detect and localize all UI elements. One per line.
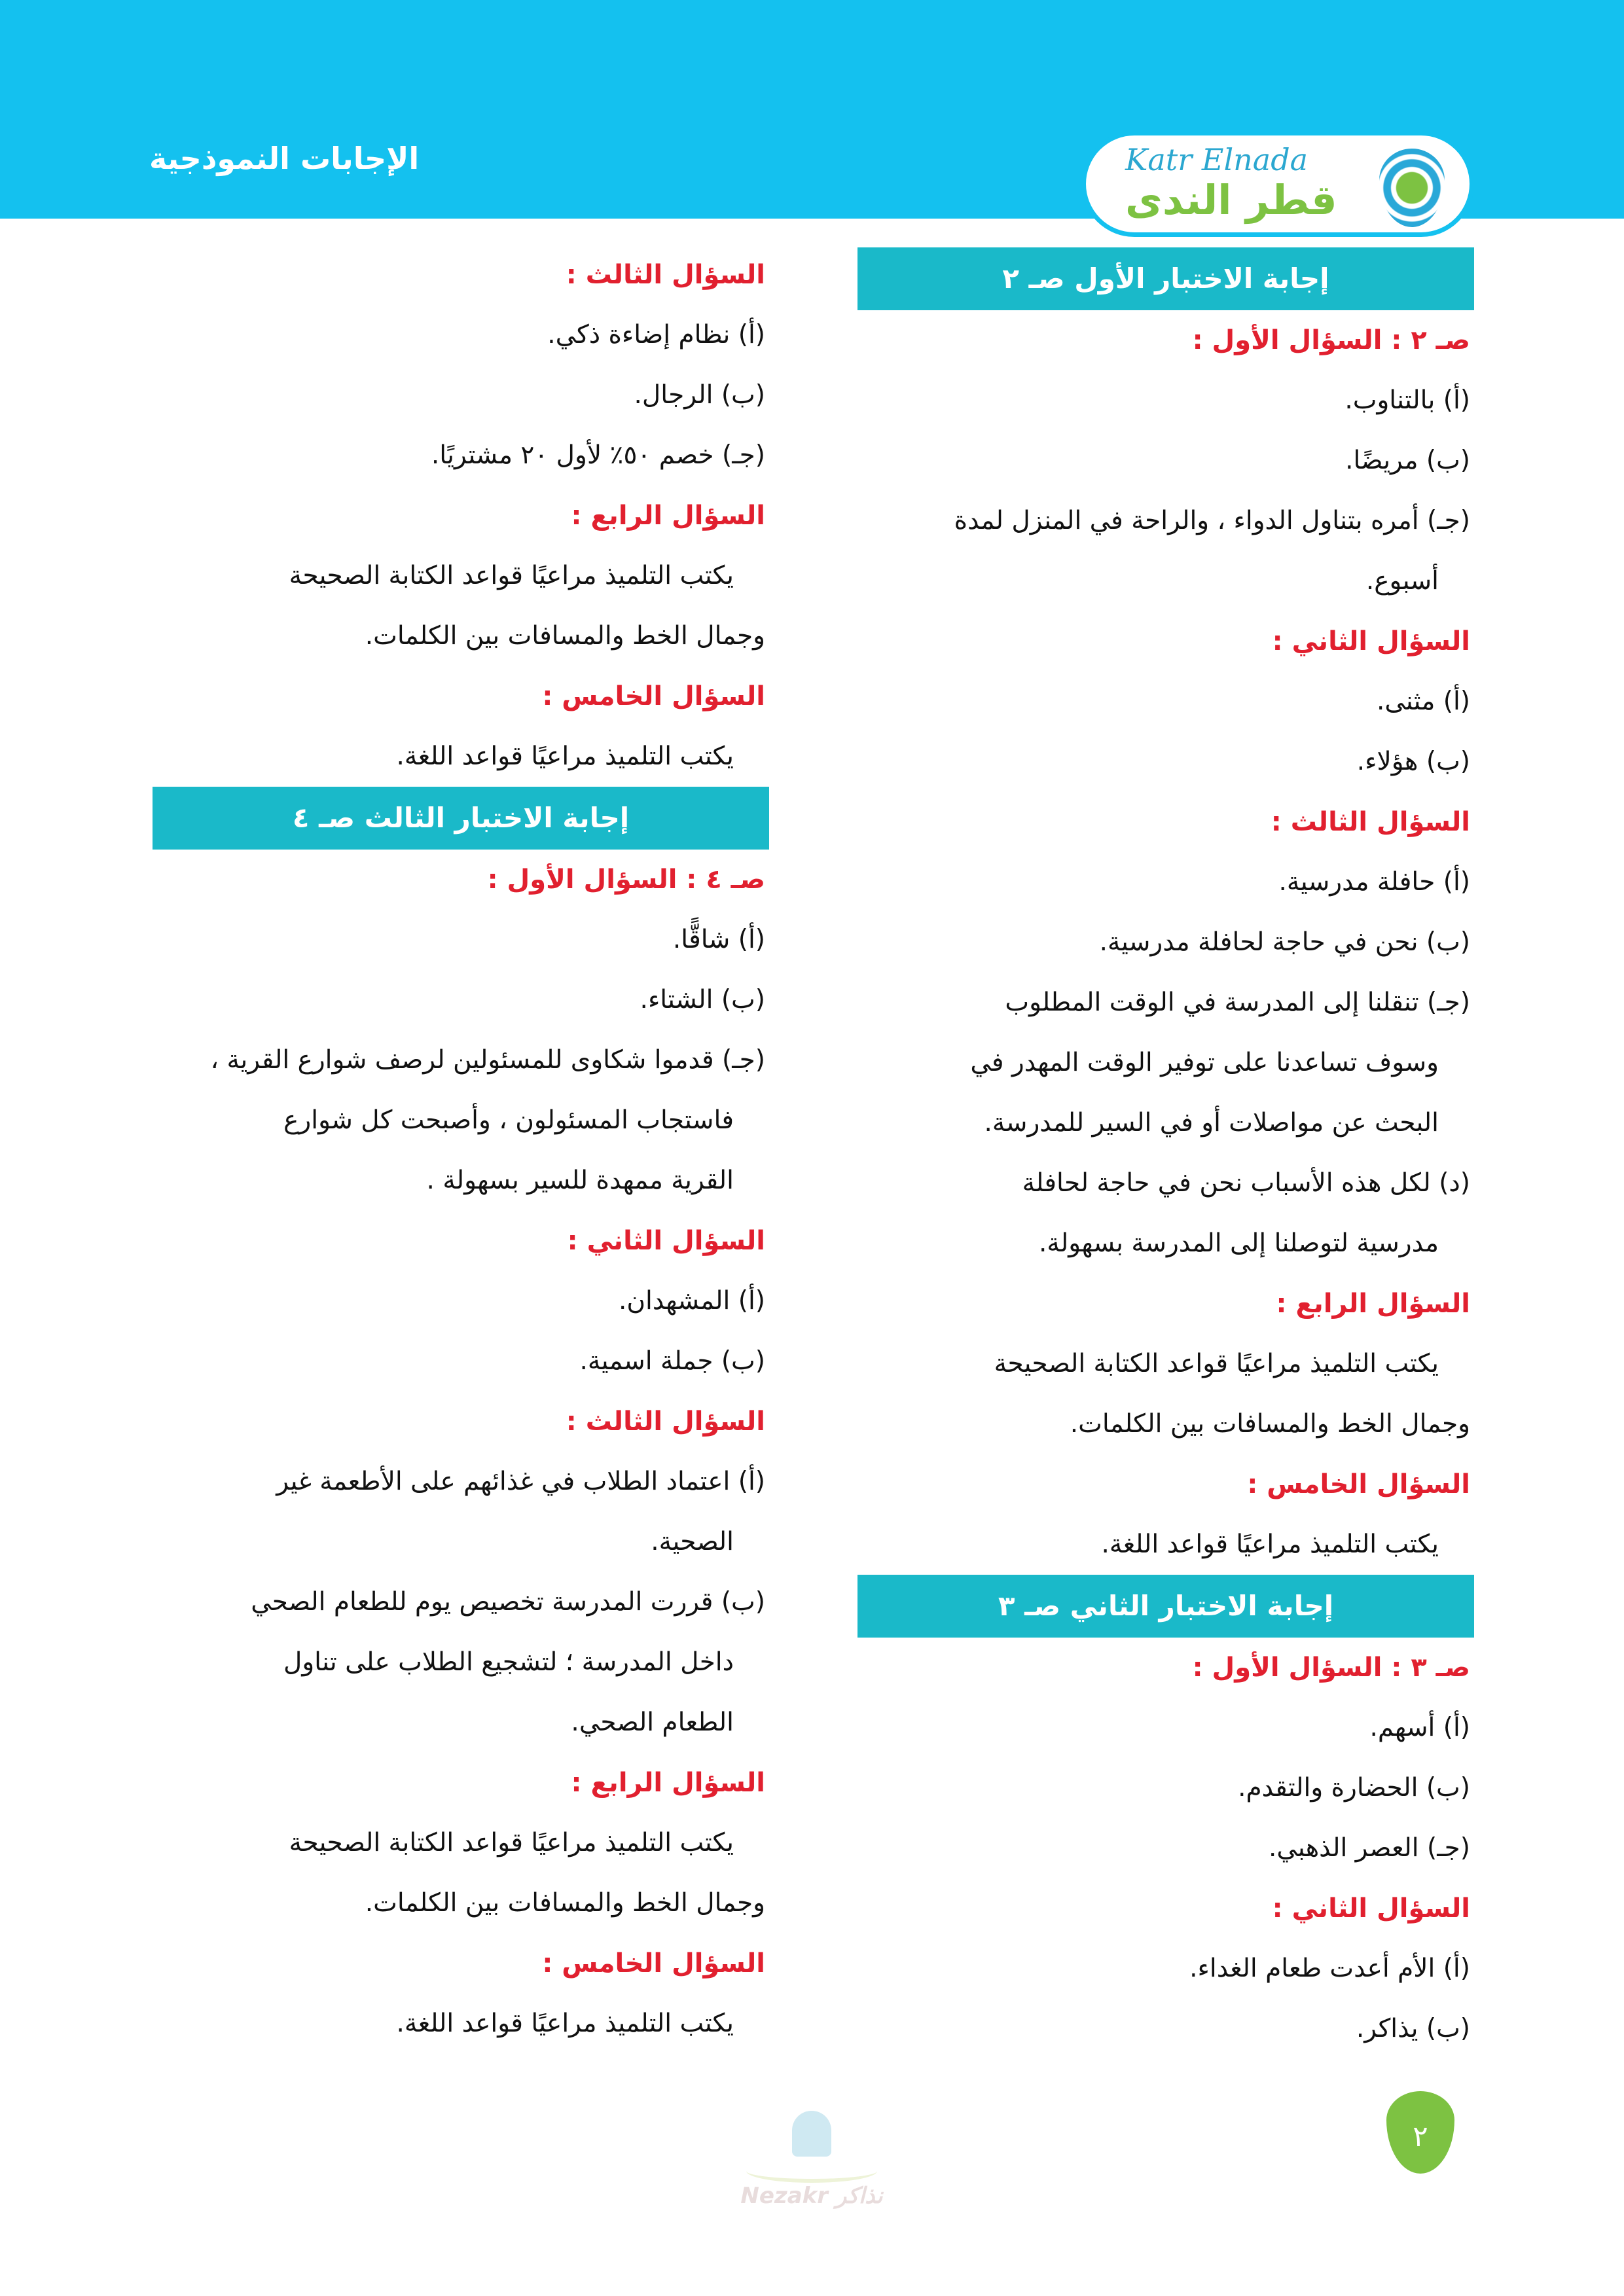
question-heading: السؤال الرابع :: [1276, 1289, 1470, 1319]
section-title-bar: إجابة الاختبار الثاني صـ ٣: [857, 1575, 1474, 1638]
answer-line: (جـ) العصر الذهبي.: [1268, 1833, 1470, 1863]
answer-line-continued: داخل المدرسة ؛ لتشجيع الطلاب على تناول: [283, 1647, 734, 1677]
answer-line: (ب) الحضارة والتقدم.: [1238, 1773, 1470, 1803]
answer-line: (ب) الرجال.: [634, 380, 765, 410]
left-column: [153, 245, 769, 2054]
answer-line-continued: يكتب التلميذ مراعيًا قواعد اللغة.: [1101, 1530, 1439, 1559]
answer-line-continued: القرية ممهدة للسير بسهولة .: [426, 1166, 734, 1195]
answer-line-continued: وسوف تساعدنا على توفير الوقت المهدر في: [970, 1048, 1439, 1077]
logo-latin-text: Katr Elnada: [1125, 142, 1308, 177]
brand-logo: [1081, 131, 1474, 237]
watermark-text: Nezakr نذاكر: [740, 2183, 883, 2209]
answer-line: (أ) بالتناوب.: [1344, 386, 1470, 415]
question-heading: السؤال الثالث :: [566, 1407, 765, 1437]
question-heading: السؤال الخامس :: [542, 681, 765, 711]
answer-line-continued: يكتب التلميذ مراعيًا قواعد الكتابة الصحيحة: [289, 1828, 734, 1857]
answer-line: (أ) نظام إضاءة ذكي.: [547, 320, 765, 350]
answer-line-continued: الصحية.: [651, 1527, 734, 1556]
question-heading: السؤال الثاني :: [1272, 626, 1470, 656]
question-heading: السؤال الخامس :: [542, 1948, 765, 1979]
answer-line: (جـ) قدموا شكاوى للمسئولين لرصف شوارع القرية ،: [210, 1045, 765, 1075]
question-heading: السؤال الثالث :: [566, 260, 765, 290]
answer-line: (أ) حافلة مدرسية.: [1278, 867, 1470, 897]
question-heading: السؤال الرابع :: [571, 1768, 765, 1798]
page-header-title: الإجابات النموذجية: [149, 141, 420, 176]
answer-line: (ب) الشتاء.: [640, 985, 765, 1014]
book-icon: [746, 2159, 877, 2183]
answer-line-continued: أسبوع.: [1365, 566, 1439, 596]
answer-line-continued: يكتب التلميذ مراعيًا قواعد اللغة.: [396, 742, 734, 771]
answer-line: (ب) قررت المدرسة تخصيص يوم للطعام الصحي: [251, 1587, 765, 1617]
question-heading: السؤال الخامس :: [1247, 1469, 1470, 1499]
answer-line-continued: مدرسية لتوصلنا إلى المدرسة بسهولة.: [1039, 1229, 1439, 1258]
answer-line-continued: يكتب التلميذ مراعيًا قواعد الكتابة الصحيحة: [289, 561, 734, 590]
answer-line-continued: البحث عن مواصلات أو في السير للمدرسة.: [984, 1108, 1439, 1138]
answer-line: (ب) يذاكر.: [1356, 2014, 1470, 2043]
answer-line: (ب) جملة اسمية.: [579, 1346, 765, 1376]
question-heading: صـ ٤ : السؤال الأول :: [487, 865, 765, 895]
answer-line: (أ) شاقًّا.: [672, 925, 765, 954]
answer-line: (جـ) خصم ٥٠٪ لأول ٢٠ مشتريًا.: [431, 440, 765, 470]
question-heading: صـ ٢ : السؤال الأول :: [1192, 325, 1470, 355]
answer-line: (د) لكل هذه الأسباب نحن في حاجة لحافلة: [1022, 1168, 1470, 1198]
question-heading: السؤال الرابع :: [571, 501, 765, 531]
question-heading: السؤال الثاني :: [1272, 1893, 1470, 1924]
answer-line: وجمال الخط والمسافات بين الكلمات.: [365, 1888, 765, 1918]
water-drop-icon: [1379, 149, 1445, 227]
right-column: [857, 247, 1474, 2059]
watermark-logo: [723, 2111, 900, 2222]
answer-line: (أ) مثنى.: [1377, 687, 1470, 716]
answer-line-continued: فاستجاب المسئولون ، وأصبحت كل شوارع: [283, 1105, 734, 1135]
answer-line: (ب) هؤلاء.: [1356, 747, 1470, 776]
section-title-bar: إجابة الاختبار الثالث صـ ٤: [153, 787, 769, 850]
answer-line-continued: الطعام الصحي.: [571, 1708, 734, 1737]
answer-line: (جـ) أمره بتناول الدواء ، والراحة في المنزل لمدة: [954, 506, 1470, 535]
question-heading: السؤال الثالث :: [1271, 807, 1470, 837]
section-title-bar: إجابة الاختبار الأول صـ ٢: [857, 247, 1474, 310]
question-heading: السؤال الثاني :: [567, 1226, 765, 1256]
page-number: ٢: [1386, 2091, 1454, 2174]
answer-line: (ب) نحن في حاجة لحافلة مدرسية.: [1099, 927, 1470, 957]
logo-arabic-text: قطر الندى: [1125, 176, 1337, 224]
answer-line: (أ) المشهدان.: [618, 1286, 765, 1316]
answer-line-continued: يكتب التلميذ مراعيًا قواعد اللغة.: [396, 2009, 734, 2038]
answer-line-continued: يكتب التلميذ مراعيًا قواعد الكتابة الصحيحة: [994, 1349, 1439, 1378]
graduate-icon: [792, 2111, 831, 2157]
answer-line: (جـ) تنقلنا إلى المدرسة في الوقت المطلوب: [1005, 988, 1470, 1017]
answer-line: وجمال الخط والمسافات بين الكلمات.: [365, 621, 765, 651]
answer-line: (أ) الأم أعدت طعام الغداء.: [1189, 1954, 1470, 1983]
answer-line: (ب) مريضًا.: [1345, 446, 1470, 475]
answer-line: (أ) أسهم.: [1369, 1713, 1470, 1742]
answer-line: وجمال الخط والمسافات بين الكلمات.: [1070, 1409, 1470, 1439]
answer-line: (أ) اعتماد الطلاب في غذائهم على الأطعمة غير: [276, 1467, 765, 1496]
question-heading: صـ ٣ : السؤال الأول :: [1192, 1653, 1470, 1683]
